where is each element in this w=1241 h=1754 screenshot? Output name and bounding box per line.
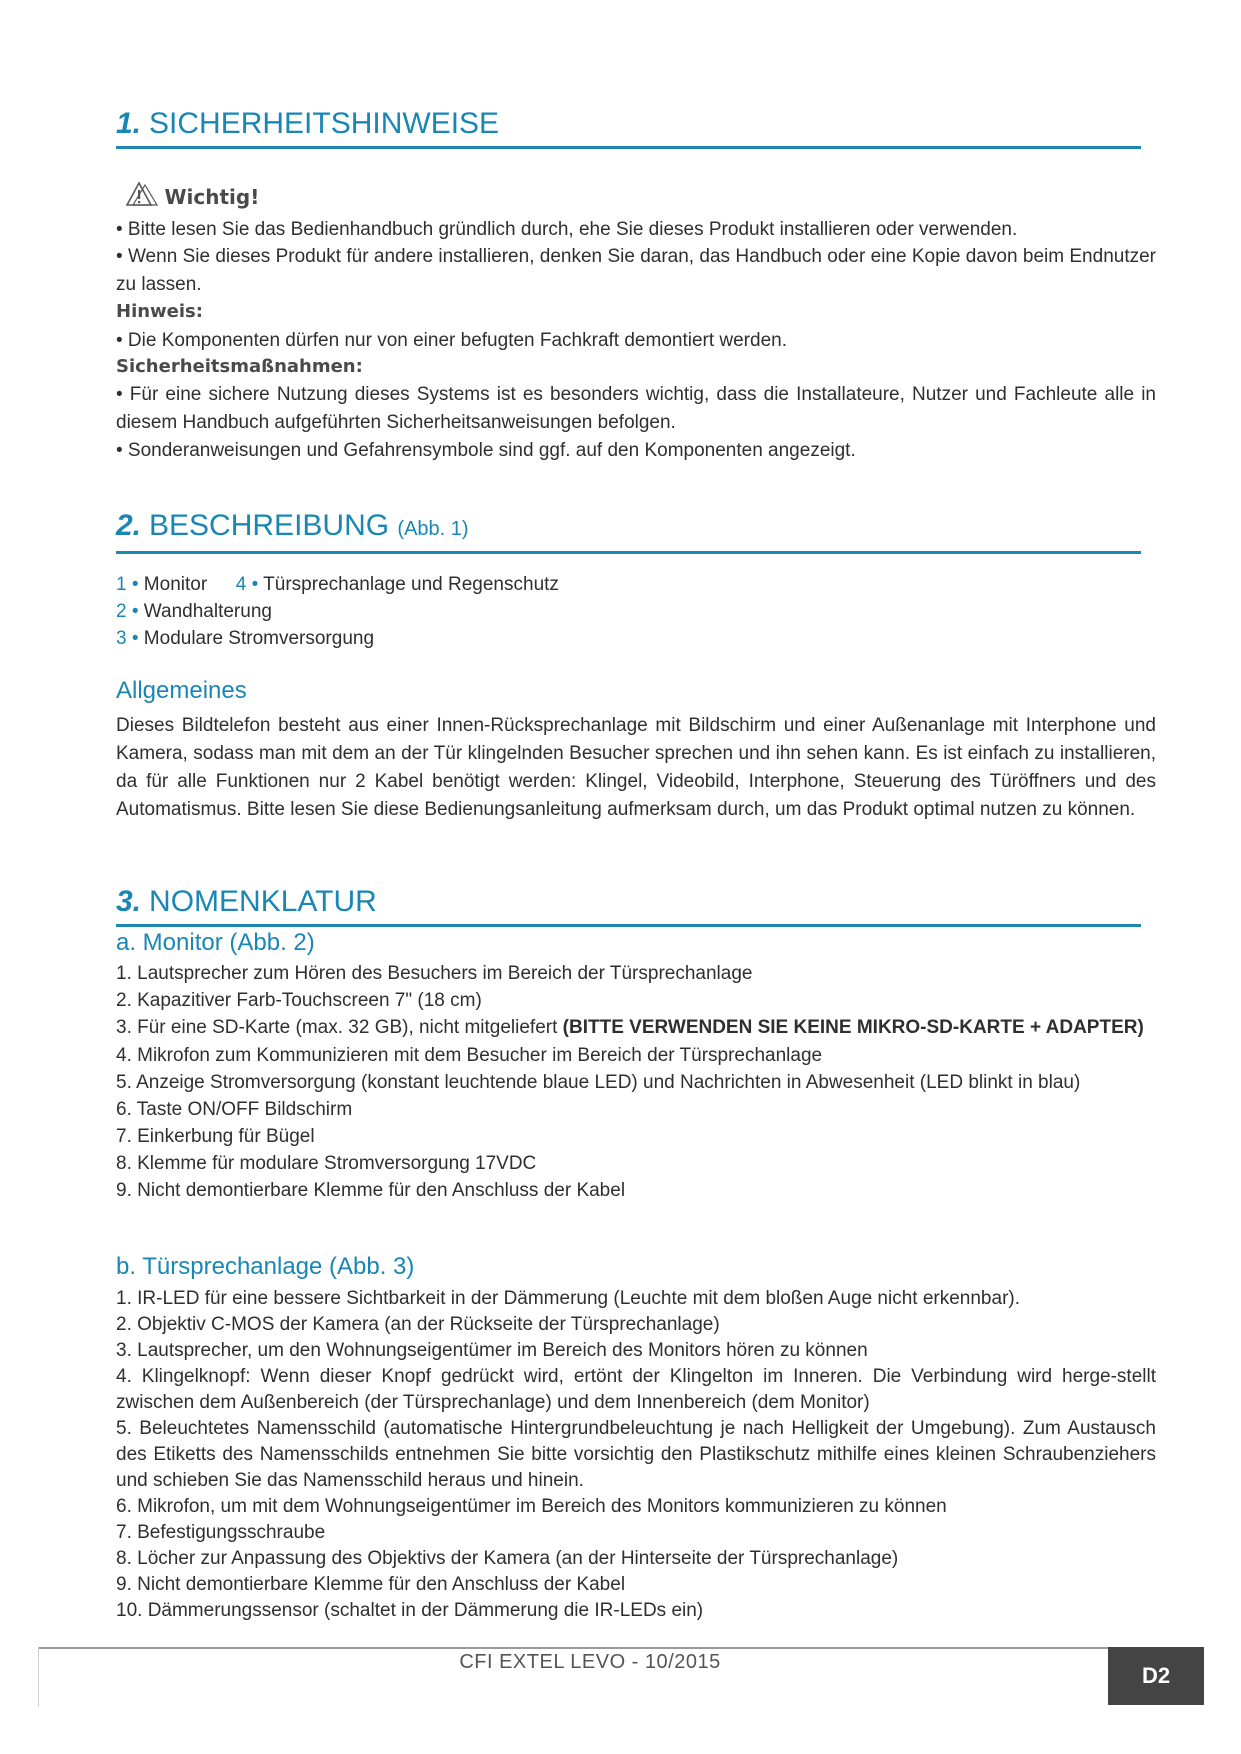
safety-line: • Sonderanweisungen und Gefahrensymbole sind ggf. auf den Komponenten angezeigt. xyxy=(116,440,856,461)
item-number: 1 xyxy=(116,574,127,595)
section-1-heading xyxy=(116,106,1141,149)
door-item: 3. Lautsprecher, um den Wohnungseigentümer im Bereich des Monitors hören zu können xyxy=(116,1340,868,1361)
safety-line: • Für eine sichere Nutzung dieses Systems ist es besonders wichtig, dass die Installateure, Nutzer und Fachleute alle in diesem Handbuch aufgeführten Sicherheitsanweisungen befolgen. xyxy=(116,384,1156,433)
sd-card-text: 3. Für eine SD-Karte (max. 32 GB), nicht mitgeliefert xyxy=(116,1017,558,1038)
monitor-item: 5. Anzeige Stromversorgung (konstant leuchtende blaue LED) und Nachrichten in Abwesenheit (LED blinkt in blau) xyxy=(116,1072,1081,1093)
sd-card-warning: (BITTE VERWENDEN SIE KEINE MIKRO-SD-KARTE + ADAPTER) xyxy=(562,1017,1144,1038)
door-item: 2. Objektiv C-MOS der Kamera (an der Rückseite der Türsprechanlage) xyxy=(116,1314,720,1335)
monitor-item: 7. Einkerbung für Bügel xyxy=(116,1126,315,1147)
monitor-heading: a. Monitor (Abb. 2) xyxy=(116,929,315,956)
section-2-figure-ref: (Abb. 1) xyxy=(397,518,469,540)
door-item: 6. Mikrofon, um mit dem Wohnungseigentümer im Bereich des Monitors kommunizieren zu können xyxy=(116,1496,947,1517)
door-station-list xyxy=(116,1286,1156,1624)
monitor-item: 6. Taste ON/OFF Bildschirm xyxy=(116,1099,353,1120)
general-text: Dieses Bildtelefon besteht aus einer Innen-Rücksprechanlage mit Bildschirm und einer Außenanlage mit Interphone und Kamera, sodass man mit dem an der Tür klingelnden Besucher sprechen und ihn sehen kann. Es ist einfach zu installieren, da für alle Funktionen nur 2 Kabel benötigt werden: Klingel, Videobild, Interphone, Steuerung des Türöffners und des Automatismus. Bitte lesen Sie diese Bedienungsanleitung aufmerksam durch, um das Produkt optimal nutzen zu können. xyxy=(116,715,1156,820)
list-item: 2 • Wandhalterung xyxy=(116,601,272,622)
important-label: Wichtig! xyxy=(164,185,260,209)
door-item: 1. IR-LED für eine bessere Sichtbarkeit in der Dämmerung (Leuchte mit dem bloßen Auge nicht erkennbar). xyxy=(116,1288,1021,1309)
hint-label: Hinweis: xyxy=(116,301,203,322)
hint-line: • Die Komponenten dürfen nur von einer befugten Fachkraft demontiert werden. xyxy=(116,330,787,351)
item-label: Wandhalterung xyxy=(143,601,272,622)
important-line: • Bitte lesen Sie das Bedienhandbuch gründlich durch, ehe Sie dieses Produkt installieren oder verwenden. xyxy=(116,219,1018,240)
door-item: 4. Klingelknopf: Wenn dieser Knopf gedrückt wird, ertönt der Klingelton im Inneren. Die Verbindung wird herge-stellt zwischen dem Außenbereich (der Türsprechanlage) und dem Innenbereich (dem Monitor) xyxy=(116,1366,1156,1413)
section-3-number: 3. xyxy=(116,885,142,918)
item-number: 3 xyxy=(116,628,127,649)
item-number: 4 xyxy=(235,574,247,595)
item-label: Monitor xyxy=(143,574,208,595)
footer-rule xyxy=(38,1647,1204,1649)
description-list xyxy=(116,571,1156,652)
monitor-item: 4. Mikrofon zum Kommunizieren mit dem Besucher im Bereich der Türsprechanlage xyxy=(116,1045,823,1066)
monitor-item: 2. Kapazitiver Farb-Touchscreen 7" (18 cm) xyxy=(116,990,482,1011)
important-notice xyxy=(124,180,259,210)
section-2-heading xyxy=(116,508,1141,554)
page-number-badge: D2 xyxy=(1108,1647,1204,1705)
item-label: Modulare Stromversorgung xyxy=(143,628,375,649)
footer-text: CFI EXTEL LEVO - 10/2015 xyxy=(459,1651,721,1673)
monitor-item-sd xyxy=(116,1014,1156,1042)
door-item: 9. Nicht demontierbare Klemme für den Anschluss der Kabel xyxy=(116,1574,626,1595)
section-2-number: 2. xyxy=(116,509,142,542)
door-item: 8. Löcher zur Anpassung des Objektivs der Kamera (an der Hinterseite der Türsprechanlage) xyxy=(116,1548,899,1569)
section-2-title: BESCHREIBUNG xyxy=(149,509,390,542)
door-item: 10. Dämmerungssensor (schaltet in der Dämmerung die IR-LEDs ein) xyxy=(116,1600,704,1621)
item-label: Türsprechanlage und Regenschutz xyxy=(263,574,559,595)
item-number: 2 xyxy=(116,601,127,622)
door-item: 5. Beleuchtetes Namensschild (automatische Hintergrundbeleuchtung je nach Helligkeit der Umgebung). Zum Austausch des Etiketts des Namensschilds entnehmen Sie bitte vorsichtig den Plastikschutz mithilfe eines kleinen Schraubenziehers und schieben Sie das Namensschild heraus und hinein. xyxy=(116,1418,1156,1491)
list-item: 3 • Modulare Stromversorgung xyxy=(116,628,375,649)
monitor-item: 1. Lautsprecher zum Hören des Besuchers im Bereich der Türsprechanlage xyxy=(116,963,753,984)
footer-rule-vertical xyxy=(38,1647,39,1707)
safety-label: Sicherheitsmaßnahmen: xyxy=(116,356,363,377)
door-item: 7. Befestigungsschraube xyxy=(116,1522,326,1543)
important-list xyxy=(116,216,1156,464)
section-1-number: 1. xyxy=(116,107,142,140)
monitor-item: 8. Klemme für modulare Stromversorgung 17VDC xyxy=(116,1153,537,1174)
general-heading: Allgemeines xyxy=(116,677,247,704)
monitor-list xyxy=(116,960,1156,1204)
section-1-title: SICHERHEITSHINWEISE xyxy=(149,107,500,140)
list-item: 1 • Monitor 4 • Türsprechanlage und Regenschutz xyxy=(116,574,559,595)
monitor-item: 9. Nicht demontierbare Klemme für den Anschluss der Kabel xyxy=(116,1180,626,1201)
section-3-title: NOMENKLATUR xyxy=(149,885,377,918)
door-station-heading: b. Türsprechanlage (Abb. 3) xyxy=(116,1253,415,1280)
important-line: • Wenn Sie dieses Produkt für andere installieren, denken Sie daran, das Handbuch oder eine Kopie davon beim Endnutzer zu lassen. xyxy=(116,246,1156,295)
section-3-heading xyxy=(116,884,1141,927)
warning-triangle-icon xyxy=(124,180,160,208)
